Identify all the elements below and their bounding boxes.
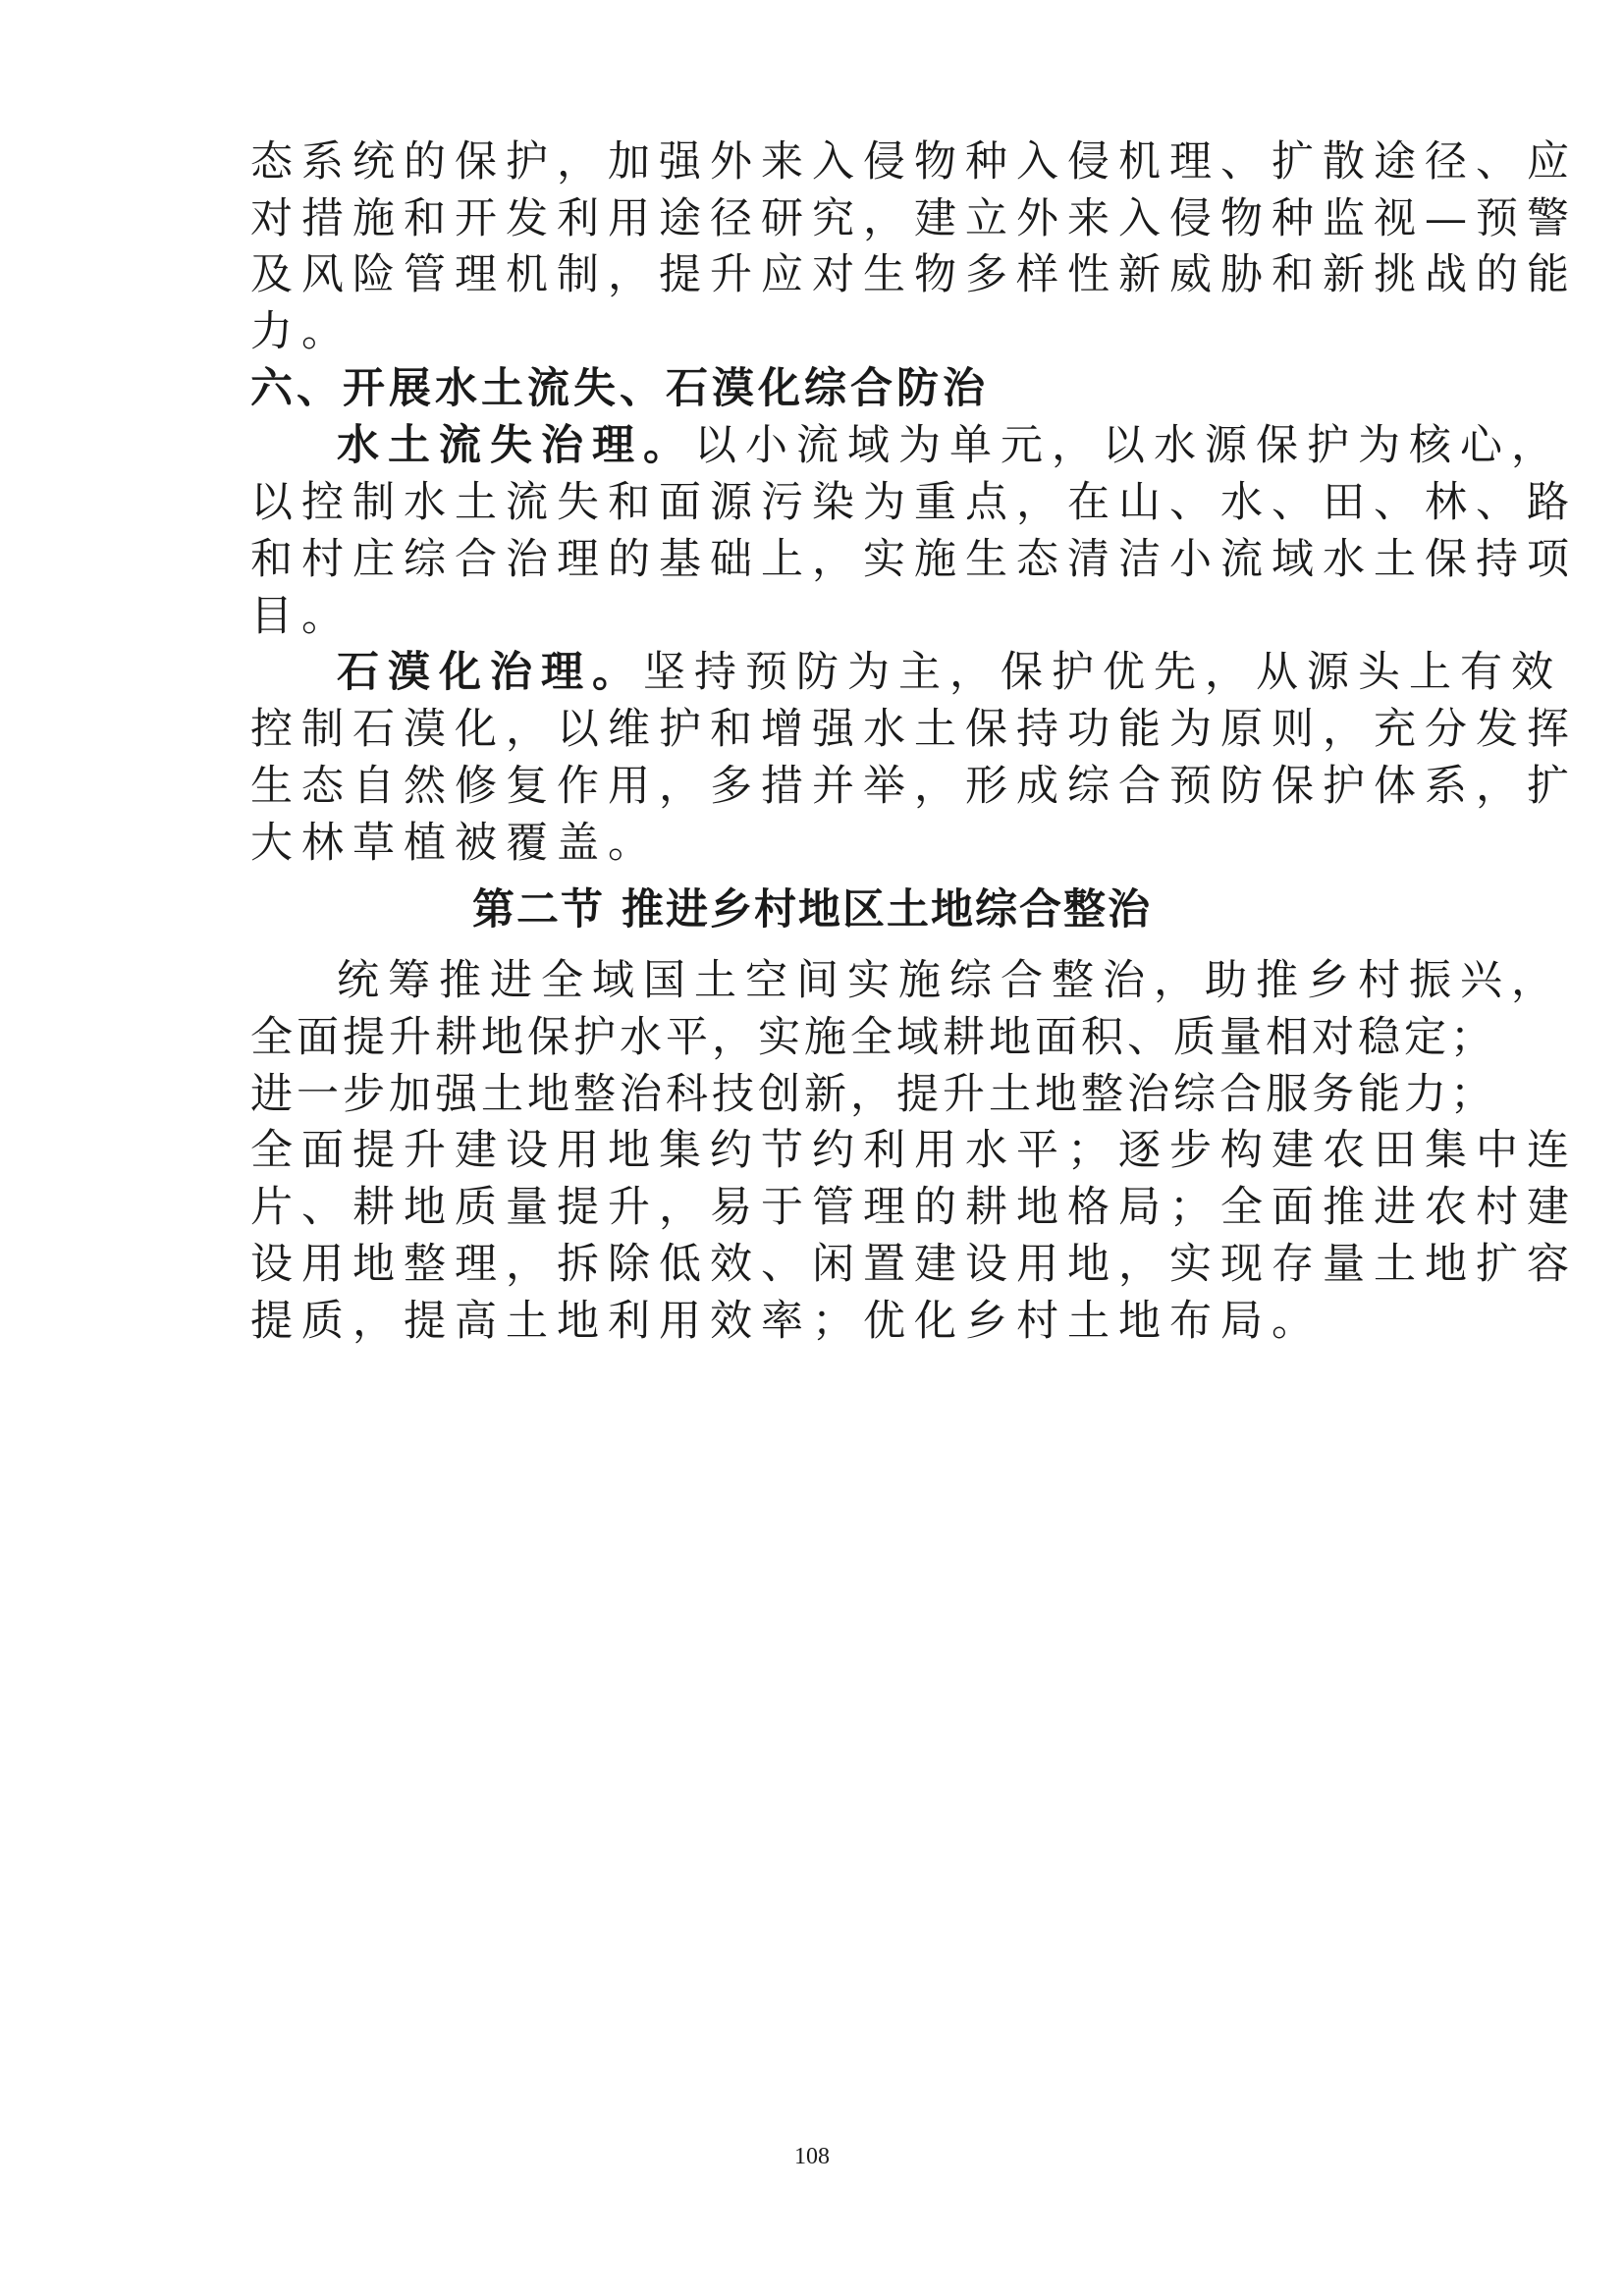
body-text-line: 进一步加强土地整治科技创新，提升土地整治综合服务能力； [250,1070,1496,1119]
body-text-line: 及风险管理机制，提升应对生物多样性新威胁和新挑战的能 [250,250,1578,299]
body-text-line: 控制石漠化，以维护和增强水土保持功能为原则，充分发挥 [250,705,1578,754]
section-title: 第二节 推进乡村地区土地综合整治 [472,885,1152,934]
body-text-line: 设用地整理，拆除低效、闲置建设用地，实现存量土地扩容 [250,1240,1578,1289]
rocky-desertification-lead: 石漠化治理。 [337,648,643,697]
body-text-line: 统筹推进全域国土空间实施综合整治，助推乡村振兴， [337,956,1562,1005]
body-text-line: 对措施和开发利用途径研究，建立外来入侵物种监视—预警 [250,194,1578,243]
body-text-line: 全面提升建设用地集约节约利用水平；逐步构建农田集中连 [250,1126,1578,1175]
body-text-line: 全面提升耕地保护水平，实施全域耕地面积、质量相对稳定； [250,1013,1496,1062]
body-text-line: 态系统的保护，加强外来入侵物种入侵机理、扩散途径、应 [250,137,1578,187]
soil-erosion-lead: 水土流失治理。 [337,421,694,470]
body-text-line: 大林草植被覆盖。 [250,819,659,868]
body-text-line: 提质，提高土地利用效率；优化乡村土地布局。 [250,1297,1323,1346]
body-text-line: 和村庄综合治理的基础上，实施生态清洁小流域水土保持项 [250,535,1578,584]
body-text-line: 生态自然修复作用，多措并举，形成综合预防保护体系，扩 [250,762,1578,811]
body-text-line: 力。 [250,307,352,356]
soil-erosion-first-line [337,416,1562,475]
soil-erosion-text: 以小流域为单元，以水源保护为核心， [694,421,1562,470]
rocky-desertification-text: 坚持预防为主，保护优先，从源头上有效 [643,648,1562,697]
heading-six: 六、开展水土流失、石漠化综合防治 [250,364,989,413]
rocky-desertification-first-line [337,643,1562,702]
body-text-line: 目。 [250,592,352,641]
body-text-line: 片、耕地质量提升，易于管理的耕地格局；全面推进农村建 [250,1183,1578,1232]
body-text-line: 以控制水土流失和面源污染为重点，在山、水、田、林、路 [250,478,1578,527]
page-number: 108 [794,2144,830,2169]
